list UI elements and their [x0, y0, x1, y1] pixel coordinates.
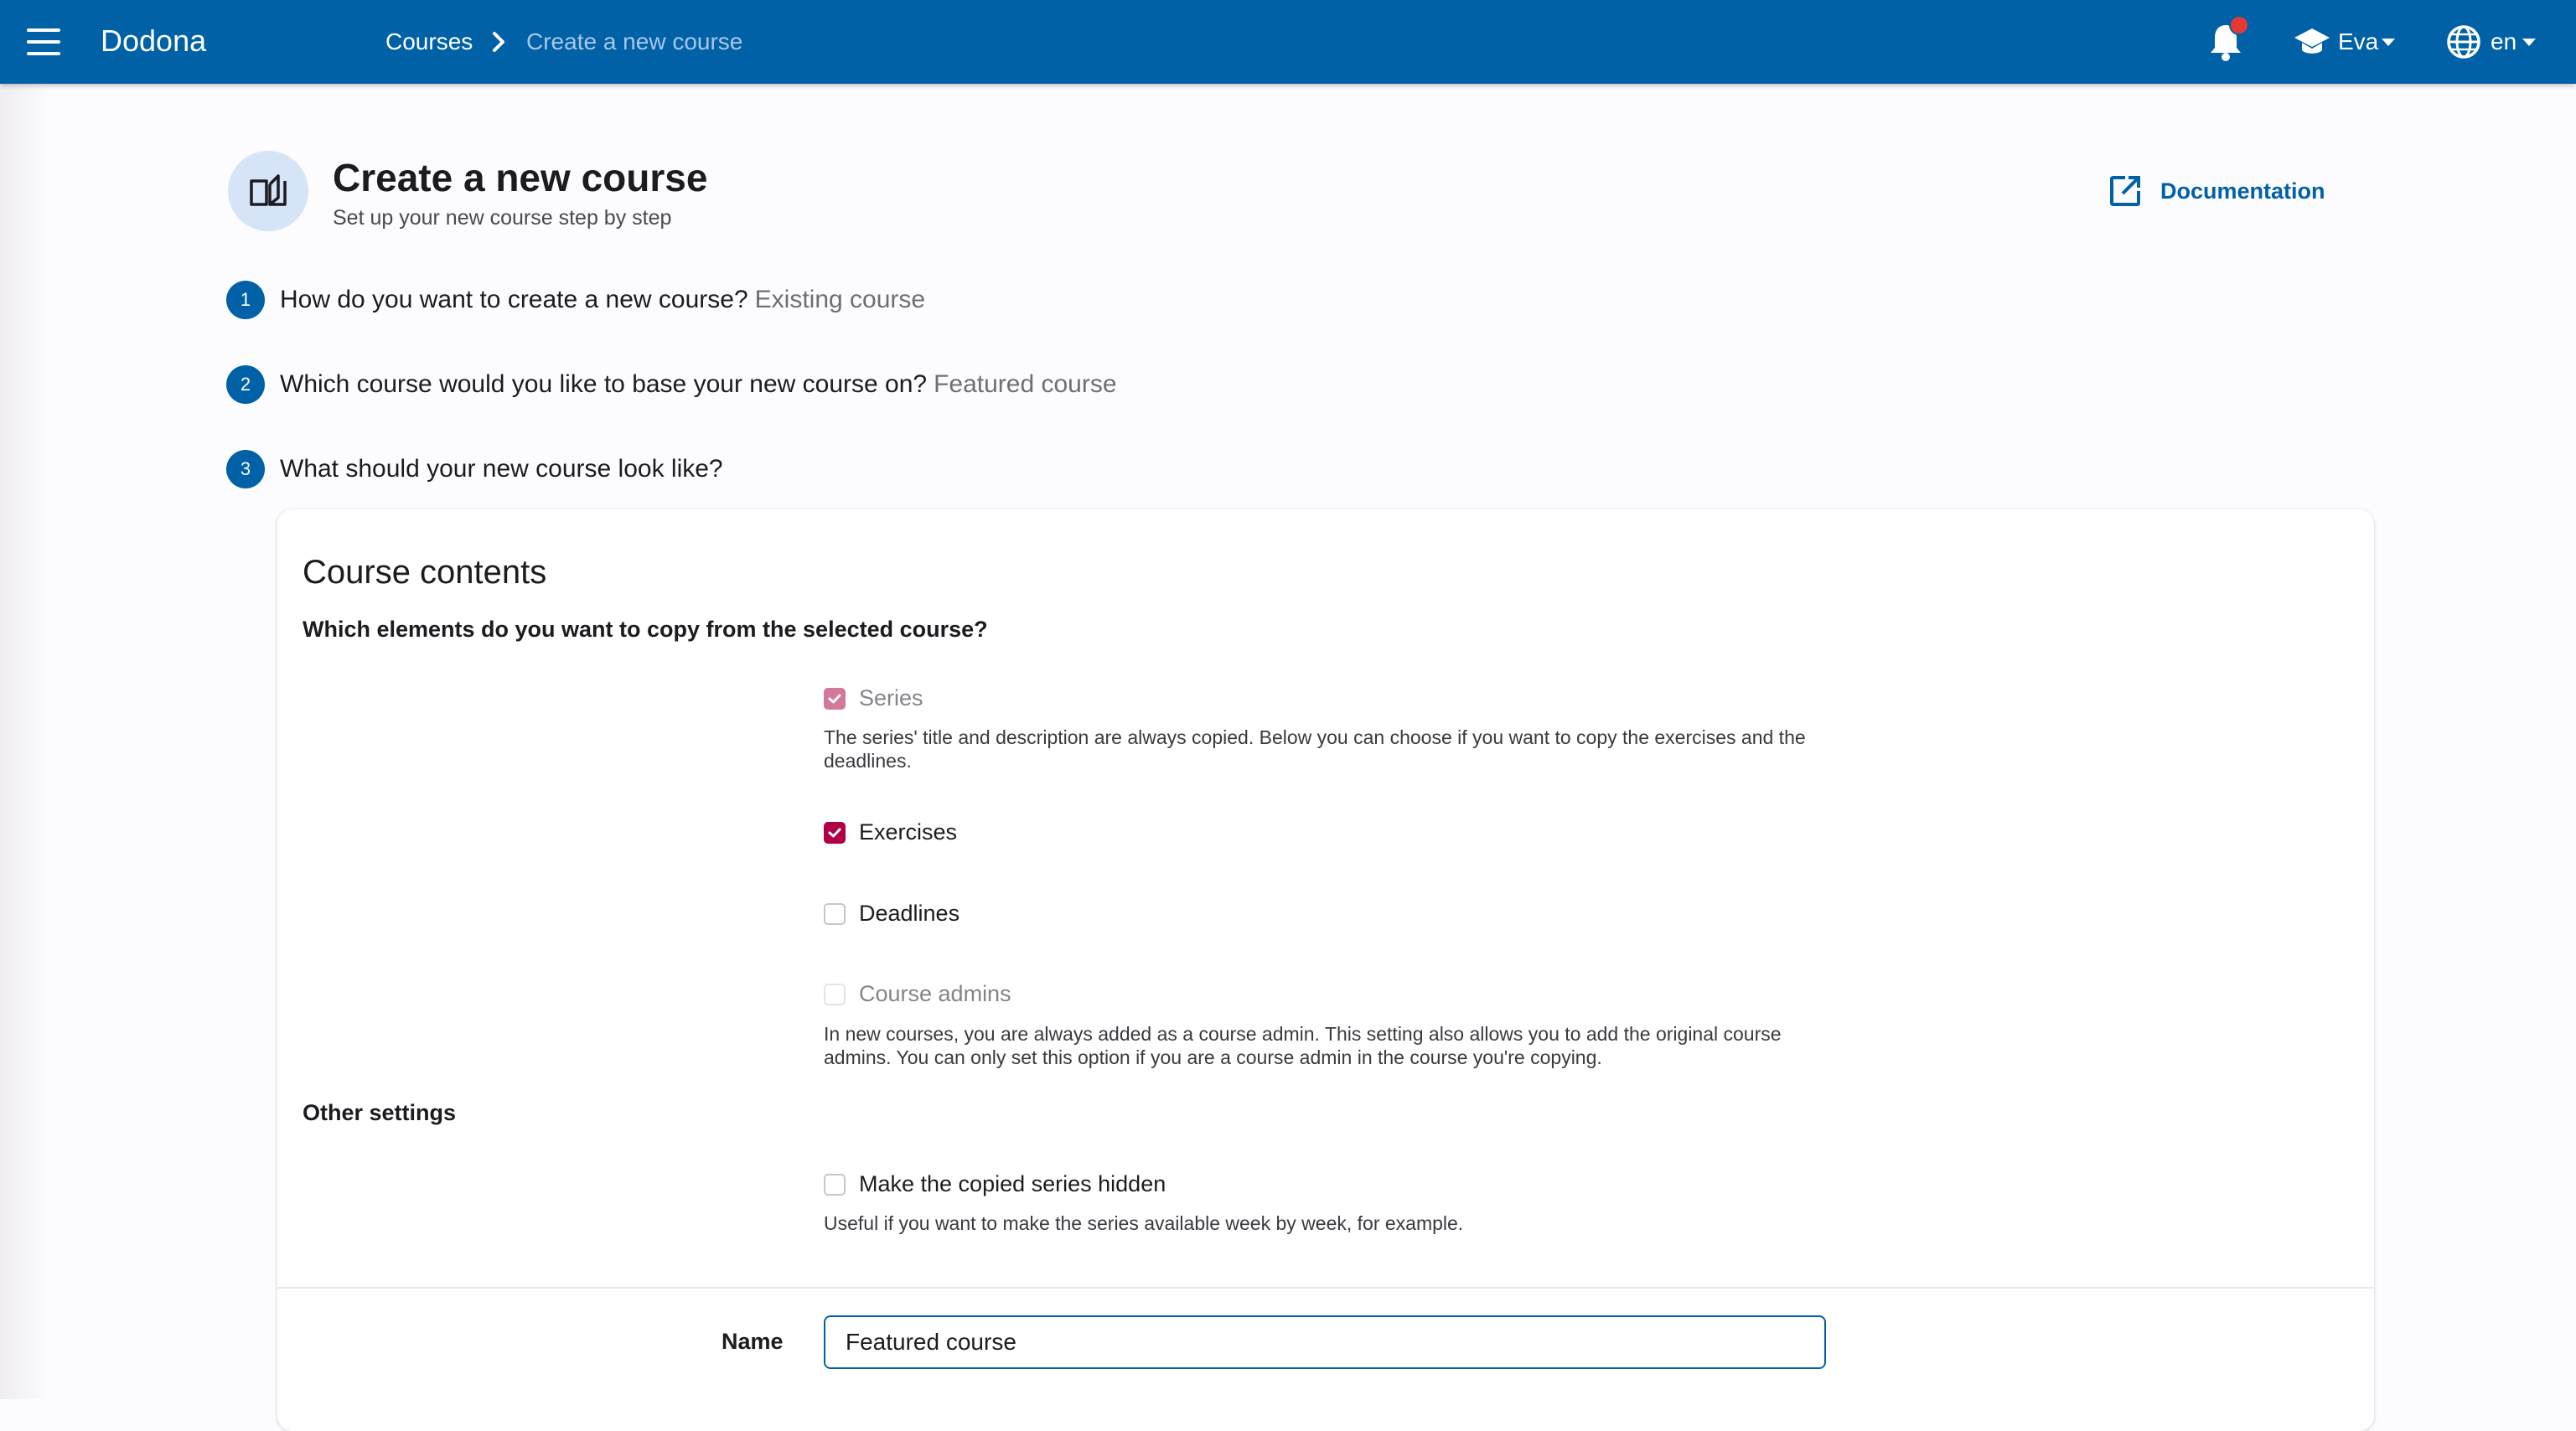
course-name-input[interactable]: [824, 1315, 1826, 1369]
notification-badge: [2229, 15, 2249, 35]
step-question: How do you want to create a new course?: [280, 286, 748, 313]
admins-help-text: In new courses, you are always added as a course admin. This setting also allows you to add the original course admins. You can only set this option if you are a course admin in the course you're copying.: [824, 1023, 1782, 1068]
other-settings-label: Other settings: [303, 1100, 457, 1125]
step-number: 2: [226, 365, 265, 404]
course-contents-card: [277, 509, 2374, 1431]
menu-icon[interactable]: [27, 28, 60, 55]
breadcrumb-current: Create a new course: [526, 28, 743, 54]
step-3[interactable]: [226, 450, 723, 488]
hidden-series-checkbox-row[interactable]: [824, 1171, 1166, 1197]
deadlines-checkbox-row[interactable]: [824, 901, 960, 927]
series-checkbox: [824, 688, 846, 710]
breadcrumb-courses[interactable]: Courses: [385, 28, 473, 54]
hidden-series-checkbox[interactable]: [824, 1174, 846, 1196]
top-app-bar: [0, 0, 2576, 84]
language-dropdown-icon[interactable]: [2522, 39, 2536, 46]
deadlines-checkbox[interactable]: [824, 903, 846, 925]
series-help-text: The series' title and description are always copied. Below you can choose if you want to copy the exercises and the deadlines.: [824, 726, 1806, 772]
step-question: What should your new course look like?: [280, 455, 723, 483]
exercises-label[interactable]: Exercises: [859, 819, 958, 845]
step-1[interactable]: [226, 281, 925, 319]
admins-checkbox: [824, 984, 846, 1005]
exercises-checkbox-row[interactable]: [824, 819, 957, 845]
documentation-link[interactable]: [2108, 171, 2325, 211]
language-menu[interactable]: en: [2491, 28, 2517, 54]
name-label: Name: [722, 1329, 784, 1354]
deadlines-label[interactable]: Deadlines: [859, 901, 960, 926]
page-side-shade: [0, 84, 50, 1399]
step-number: 3: [226, 450, 265, 488]
card-divider: [277, 1287, 2374, 1289]
card-title: Course contents: [303, 554, 547, 591]
hidden-series-help-text: Useful if you want to make the series available week by week, for example.: [824, 1212, 1464, 1234]
step-question: Which course would you like to base your new course on?: [280, 370, 928, 398]
user-dropdown-icon[interactable]: [2382, 39, 2395, 46]
open-in-new-icon: [2108, 174, 2142, 208]
copy-question: Which elements do you want to copy from the selected course?: [303, 617, 988, 642]
exercises-checkbox[interactable]: [824, 822, 846, 844]
graduation-cap-icon[interactable]: [2293, 25, 2331, 59]
documentation-label: Documentation: [2160, 178, 2325, 204]
chevron-right-icon: [488, 25, 511, 59]
step-number: 1: [226, 281, 265, 319]
series-label: Series: [859, 685, 923, 710]
globe-icon[interactable]: [2445, 23, 2482, 60]
step-answer: Featured course: [934, 370, 1117, 398]
page-subtitle: Set up your new course step by step: [333, 206, 672, 230]
hidden-series-label[interactable]: Make the copied series hidden: [859, 1171, 1166, 1196]
user-menu[interactable]: Eva: [2338, 28, 2379, 54]
brand-logo[interactable]: Dodona: [101, 23, 207, 58]
page-title: Create a new course: [333, 156, 708, 199]
course-book-icon: [228, 151, 308, 231]
admins-label: Course admins: [859, 981, 1011, 1006]
step-answer: Existing course: [754, 286, 926, 313]
series-checkbox-row: [824, 685, 923, 711]
admins-checkbox-row: [824, 981, 1011, 1007]
step-2[interactable]: [226, 365, 1117, 404]
